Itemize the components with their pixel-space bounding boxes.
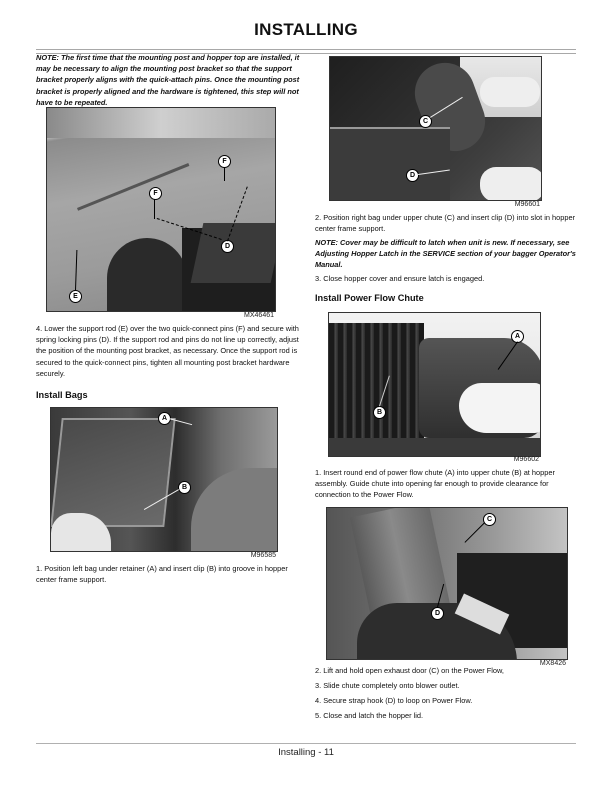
- figure-hand: [459, 383, 541, 433]
- figure-corrugated-chute: [329, 323, 424, 443]
- figure-exhaust-door: [326, 507, 568, 660]
- figure-id: M96601: [514, 201, 540, 208]
- figure-hand-lower: [480, 167, 542, 201]
- callout-c: C: [483, 513, 496, 526]
- footer-rule: [36, 743, 576, 744]
- figure-box-top: [191, 223, 276, 283]
- header-rule: [36, 49, 576, 50]
- callout-a: A: [158, 412, 171, 425]
- figure-dark-housing: [107, 238, 187, 312]
- figure-cover-panel: [191, 468, 278, 552]
- leader-line: [75, 250, 77, 290]
- step-2-text: 2. Position right bag under upper chute (C) and insert clip (D) into slot in hopper center frame support.: [315, 213, 576, 234]
- pf-step-1-text: 1. Insert round end of power flow chute (A) into upper chute (B) at hopper assembly. Guide chute into opening far enough to provide clearance for connection to the Power Flow.: [315, 468, 555, 500]
- callout-f-left: F: [149, 187, 162, 200]
- callout-c: C: [419, 115, 432, 128]
- leader-line: [464, 522, 485, 543]
- figure-bracket-top: [47, 108, 275, 138]
- figure-bag-mesh: [50, 418, 175, 527]
- step-1-text: 1. Position left bag under retainer (A) and insert clip (B) into groove in hopper center frame support.: [36, 564, 288, 585]
- page-title: INSTALLING: [254, 20, 358, 39]
- leader-line: [224, 167, 225, 181]
- callout-a: A: [511, 330, 524, 343]
- callout-d: D: [406, 169, 419, 182]
- pf-step-5-text: 5. Close and latch the hopper lid.: [315, 711, 424, 720]
- figure-base: [329, 438, 540, 456]
- pf-step-2-text: 2. Lift and hold open exhaust door (C) on the Power Flow,: [315, 666, 504, 675]
- figure-id: MX8426: [539, 660, 566, 667]
- figure-id: MX46461: [244, 312, 274, 319]
- step-3-text: 3. Close hopper cover and ensure latch is engaged.: [315, 274, 485, 283]
- figure-hand-upper: [480, 77, 540, 107]
- callout-b: B: [373, 406, 386, 419]
- page-footer: Installing - 11: [278, 747, 334, 758]
- section-heading-install-bags: Install Bags: [36, 390, 88, 400]
- step-4-text: 4. Lower the support rod (E) over the two quick-connect pins (F) and secure with spring locking pins (D). If the support rod and pins do not line up correctly, adjust the position of the mounting post bracket, as necessary. Once the support rod is secured to the quick-connect pins, tighten all mounting post bracket hardware securely.: [36, 324, 299, 378]
- figure-id: M96585: [250, 552, 276, 559]
- figure-mounting-post: [46, 107, 276, 312]
- figure-right-bag: [329, 56, 542, 201]
- pf-step-4-text: 4. Secure strap hook (D) to loop on Power Flow.: [315, 696, 473, 705]
- figure-left-bag: [50, 407, 278, 552]
- callout-f-right: F: [218, 155, 231, 168]
- figure-bag-left: [330, 127, 450, 201]
- figure-power-flow-chute: [328, 312, 541, 457]
- mounting-note: NOTE: The first time that the mounting post and hopper top are installed, it may be necessary to align the mounting post bracket so that the support bracket properly aligns with the quick-attach pins. Once the mounting post bracket is properly aligned and the hardware is tightened, this step will not have to be repeated.: [36, 53, 300, 107]
- figure-support-rod: [77, 163, 189, 211]
- latch-note: NOTE: Cover may be difficult to latch when unit is new. If necessary, see Adjusting Hopper Latch in the SERVICE section of your bagger Operator's Manual.: [315, 238, 576, 270]
- figure-id: M96602: [513, 456, 539, 463]
- leader-line: [154, 199, 155, 219]
- callout-b: B: [178, 481, 191, 494]
- callout-d: D: [221, 240, 234, 253]
- section-heading-power-flow: Install Power Flow Chute: [315, 293, 424, 303]
- callout-e: E: [69, 290, 82, 303]
- callout-d: D: [431, 607, 444, 620]
- pf-step-3-text: 3. Slide chute completely onto blower outlet.: [315, 681, 460, 690]
